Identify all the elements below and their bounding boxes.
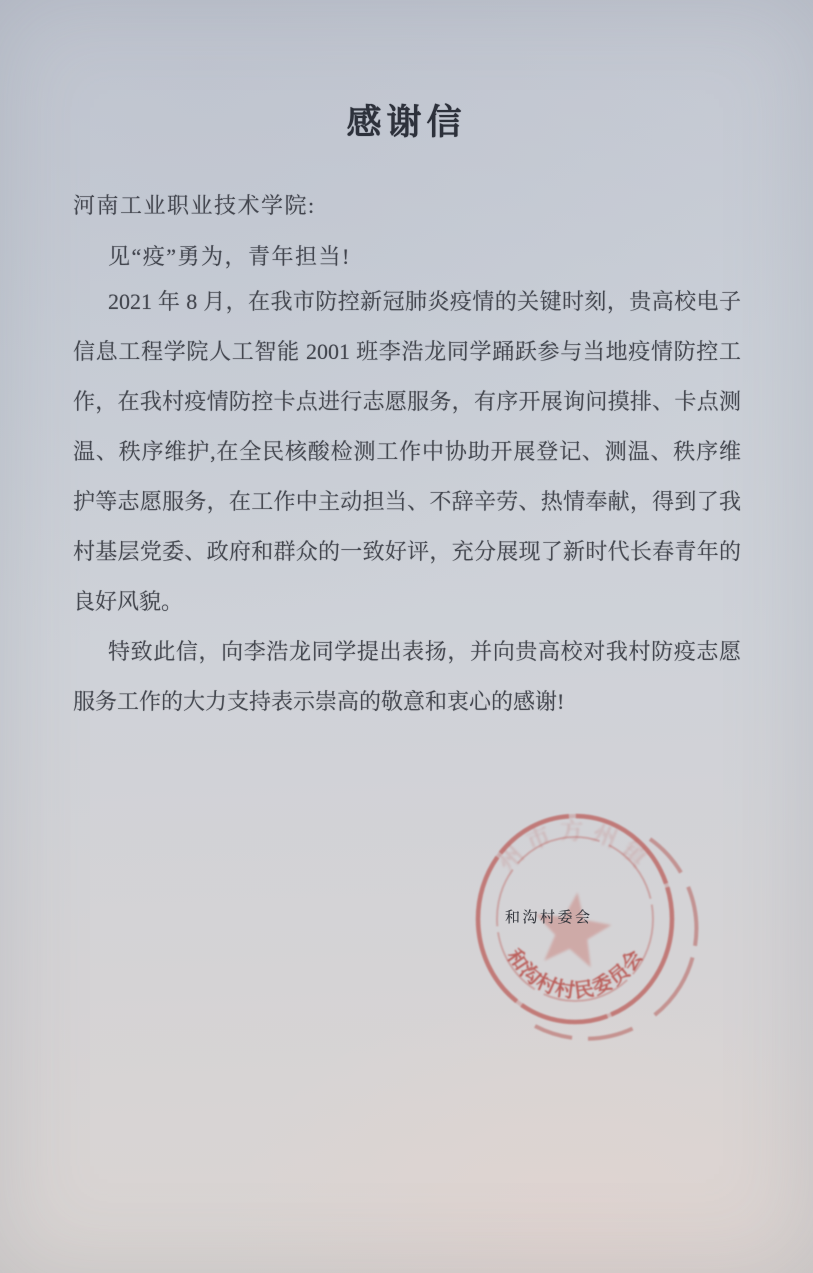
seal-star-icon — [530, 887, 615, 969]
paragraph-1 — [73, 277, 741, 627]
letter-salutation: 河南工业职业技术学院: — [73, 193, 316, 218]
official-seal — [460, 802, 710, 1052]
body-line: 村基层党委、政府和群众的一致好评，充分展现了新时代长春青年的 — [73, 539, 741, 564]
paragraph-2 — [73, 627, 741, 727]
body-line: 作，在我村疫情防控卡点进行志愿服务，有序开展询问摸排、卡点测 — [73, 389, 741, 414]
body-line: 2021 年 8 月，在我市防控新冠肺炎疫情的关键时刻，贵高校电子 — [108, 289, 741, 314]
body-line: 服务工作的大力支持表示崇高的敬意和衷心的感谢! — [73, 689, 565, 714]
seal-top-arc-text: 州市方州镇 — [493, 818, 657, 877]
body-line: 信息工程学院人工智能 2001 班李浩龙同学踊跃参与当地疫情防控工 — [73, 339, 741, 364]
seal-bottom-arc-text: 和沟村村民委员会 — [502, 945, 648, 1003]
letter-body — [73, 277, 741, 727]
body-line: 特致此信，向李浩龙同学提出表扬，并向贵高校对我村防疫志愿 — [108, 639, 741, 664]
body-line: 护等志愿服务，在工作中主动担当、不辞辛劳、热情奉献，得到了我 — [73, 489, 741, 514]
body-line: 温、秩序维护,在全民核酸检测工作中协助开展登记、测温、秩序维 — [73, 439, 741, 464]
body-line: 良好风貌。 — [73, 589, 184, 614]
signature-committee: 和沟村委会 — [505, 910, 593, 926]
letter-slogan: 见“疫”勇为，青年担当! — [108, 244, 351, 269]
letter-title: 感谢信 — [346, 103, 467, 142]
